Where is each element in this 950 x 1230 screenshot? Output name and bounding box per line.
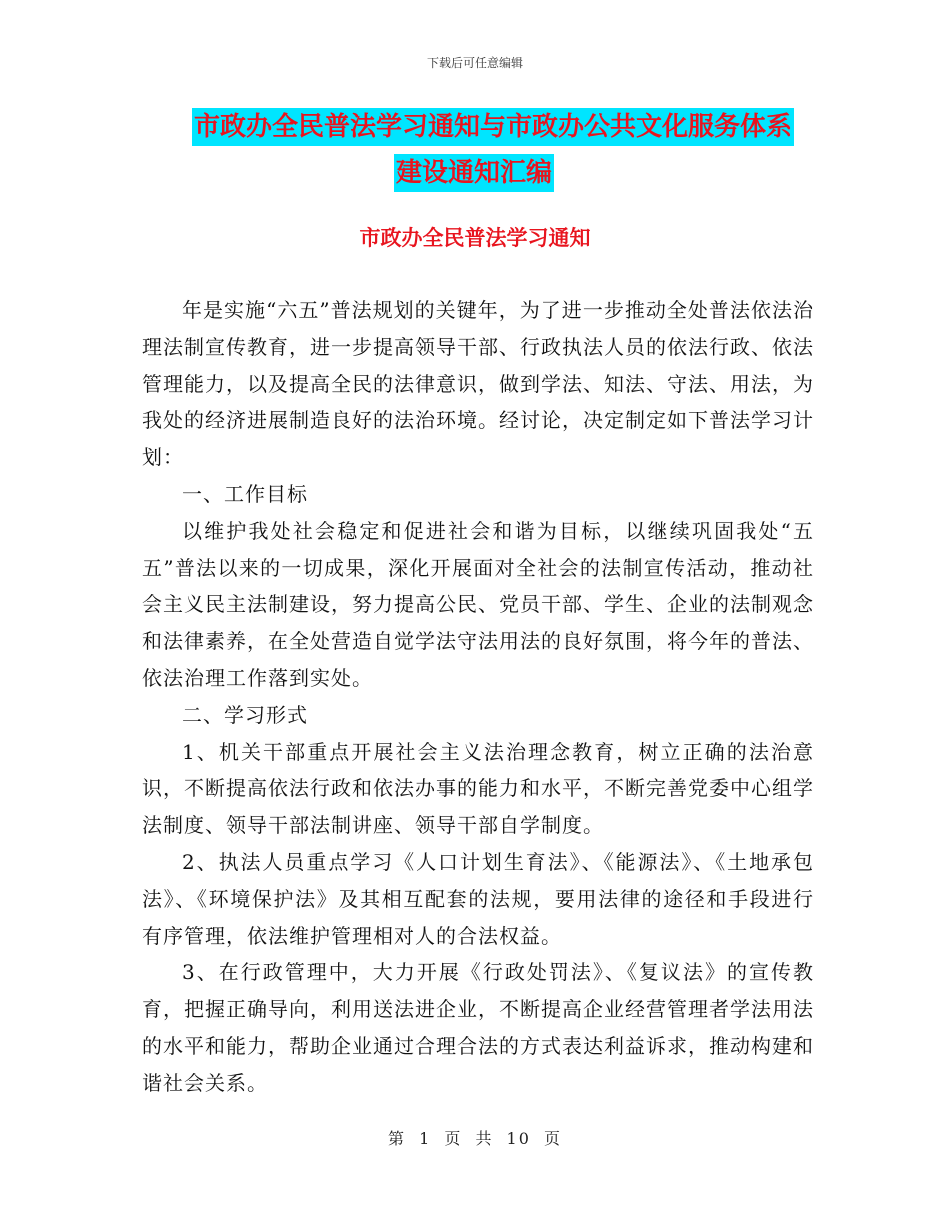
paragraph-intro: 年是实施“六五”普法规划的关键年，为了进一步推动全处普法依法治理法制宣传教育，进一步提高领导干部、行政执法人员的依法行政、依法管理能力，以及提高全民的法律意识，做到学法、知法、守法、用法，为我处的经济进展制造良好的法治环境。经讨论，决定制定如下普法学习计划： <box>142 298 814 470</box>
heading-work-goal: 一、工作目标 <box>182 481 308 506</box>
paragraph-item-3: 3、在行政管理中，大力开展《行政处罚法》、《复议法》的宣传教育，把握正确导向，利用送法进企业，不断提高企业经营管理者学法用法的水平和能力，帮助企业通过合理合法的方式表达利益诉求，推动构建和谐社会关系。 <box>142 960 814 1095</box>
paragraph-item-2: 2、执法人员重点学习《人口计划生育法》、《能源法》、《土地承包法》、《环境保护法》及其相互配套的法规，要用法律的途径和手段进行有序管理，依法维护管理相对人的合法权益。 <box>142 849 814 948</box>
header-note: 下载后可任意编辑 <box>426 56 523 70</box>
document-body <box>142 292 814 1102</box>
section-heading: 市政办全民普法学习通知 <box>359 225 591 250</box>
paragraph-goal: 以维护我处社会稳定和促进社会和谐为目标，以继续巩固我处“五五”普法以来的一切成果，深化开展面对全社会的法制宣传活动，推动社会主义民主法制建设，努力提高公民、党员干部、学生、企业的法制观念和法律素养，在全处营造自觉学法守法用法的良好氛围，将今年的普法、依法治理工作落到实处。 <box>142 518 814 690</box>
title-line-1: 市政办全民普法学习通知与市政办公共文化服务体系 <box>192 108 794 146</box>
title-line-2: 建设通知汇编 <box>394 154 554 192</box>
heading-study-form: 二、学习形式 <box>182 702 308 727</box>
page-footer: 第 1 页 共 10 页 <box>388 1129 562 1148</box>
paragraph-item-1: 1、机关干部重点开展社会主义法治理念教育，树立正确的法治意识，不断提高依法行政和依法办事的能力和水平，不断完善党委中心组学法制度、领导干部法制讲座、领导干部自学制度。 <box>142 739 814 838</box>
